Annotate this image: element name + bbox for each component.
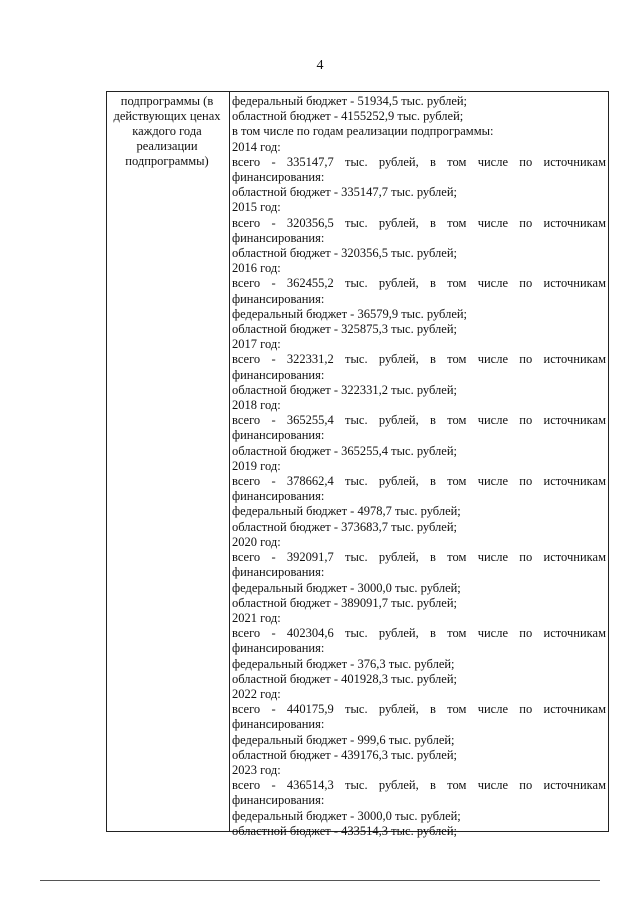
total-line-word: том: [447, 550, 467, 565]
total-line: [232, 778, 606, 793]
total-line-word: всего: [232, 626, 261, 641]
total-line-word: -: [271, 276, 276, 291]
total-line-word: числе: [477, 474, 508, 489]
total-line-word: источникам: [543, 474, 606, 489]
row-label-cell: [107, 94, 227, 169]
total-line-word: рублей,: [378, 352, 419, 367]
funding-table: [106, 91, 609, 838]
total-line-word: по: [519, 154, 533, 169]
funding-line: областной бюджет - 322331,2 тыс. рублей;: [232, 382, 457, 397]
total-line-word: рублей,: [378, 276, 419, 291]
total-line-word: -: [271, 352, 276, 367]
total-line-word: тыс.: [345, 276, 368, 291]
total-line-word: том: [447, 352, 467, 367]
total-line-word: тыс.: [345, 154, 368, 169]
funding-line: финансирования:: [232, 367, 325, 382]
funding-line: 2014 год:: [232, 139, 281, 154]
total-line-word: том: [447, 276, 467, 291]
funding-line: финансирования:: [232, 170, 325, 185]
total-line-word: рублей,: [378, 702, 419, 717]
funding-line: в том числе по годам реализации подпрограммы:: [232, 124, 494, 139]
total-line-word: 335147,7: [286, 154, 334, 169]
total-line-word: рублей,: [378, 778, 419, 793]
total-line-word: рублей,: [378, 154, 419, 169]
footer-rule: [40, 880, 600, 881]
total-line-word: числе: [477, 352, 508, 367]
total-line-word: по: [519, 413, 533, 428]
row-label-line: подпрограммы): [125, 154, 209, 168]
total-line-word: -: [271, 626, 276, 641]
funding-line: финансирования:: [232, 428, 325, 443]
total-line-word: в: [429, 474, 436, 489]
funding-line: финансирования:: [232, 489, 325, 504]
total-line-word: источникам: [543, 352, 606, 367]
total-line-word: -: [271, 474, 276, 489]
funding-line: областной бюджет - 373683,7 тыс. рублей;: [232, 519, 457, 534]
total-line-word: том: [447, 474, 467, 489]
total-line-word: всего: [232, 154, 261, 169]
row-label-line: действующих ценах: [113, 109, 221, 123]
funding-line: 2023 год:: [232, 762, 281, 777]
total-line-word: источникам: [543, 626, 606, 641]
total-line: [232, 155, 606, 170]
total-line-word: тыс.: [345, 474, 368, 489]
funding-line: областной бюджет - 401928,3 тыс. рублей;: [232, 671, 457, 686]
funding-line: 2019 год:: [232, 458, 281, 473]
column-divider: [229, 92, 230, 831]
total-line-word: в: [429, 413, 436, 428]
funding-line: областной бюджет - 439176,3 тыс. рублей;: [232, 747, 457, 762]
funding-line: финансирования:: [232, 717, 325, 732]
total-line-word: источникам: [543, 154, 606, 169]
total-line-word: по: [519, 352, 533, 367]
total-line-word: том: [447, 778, 467, 793]
total-line-word: по: [519, 778, 533, 793]
funding-line: финансирования:: [232, 565, 325, 580]
total-line-word: рублей,: [378, 550, 419, 565]
total-line: [232, 626, 606, 641]
funding-line: финансирования:: [232, 641, 325, 656]
total-line-word: по: [519, 215, 533, 230]
total-line-word: источникам: [543, 702, 606, 717]
total-line-word: всего: [232, 474, 261, 489]
total-line-word: тыс.: [345, 550, 368, 565]
total-line-word: в: [429, 626, 436, 641]
funding-line: 2016 год:: [232, 261, 281, 276]
funding-line: областной бюджет - 335147,7 тыс. рублей;: [232, 185, 457, 200]
total-line-word: источникам: [543, 550, 606, 565]
total-line-word: источникам: [543, 276, 606, 291]
funding-line: федеральный бюджет - 3000,0 тыс. рублей;: [232, 580, 461, 595]
funding-line: финансирования:: [232, 291, 325, 306]
total-line: [232, 550, 606, 565]
total-line-word: рублей,: [378, 215, 419, 230]
total-line-word: в: [429, 778, 436, 793]
total-line-word: рублей,: [378, 413, 419, 428]
funding-line: федеральный бюджет - 376,3 тыс. рублей;: [232, 656, 455, 671]
total-line-word: тыс.: [345, 778, 368, 793]
total-line-word: -: [271, 778, 276, 793]
total-line: [232, 474, 606, 489]
total-line: [232, 216, 606, 231]
total-line-word: том: [447, 702, 467, 717]
row-label-line: реализации: [136, 139, 198, 153]
funding-line: областной бюджет - 365255,4 тыс. рублей;: [232, 443, 457, 458]
total-line-word: всего: [232, 702, 261, 717]
total-line-word: числе: [477, 778, 508, 793]
total-line-word: том: [447, 626, 467, 641]
total-line-word: в: [429, 702, 436, 717]
total-line-word: 402304,6: [286, 626, 334, 641]
total-line-word: в: [429, 352, 436, 367]
funding-line: финансирования:: [232, 230, 325, 245]
funding-line: 2022 год:: [232, 686, 281, 701]
funding-line: областной бюджет - 320356,5 тыс. рублей;: [232, 246, 457, 261]
funding-line: 2017 год:: [232, 337, 281, 352]
funding-line: финансирования:: [232, 793, 325, 808]
total-line-word: по: [519, 550, 533, 565]
total-line-word: том: [447, 154, 467, 169]
total-line-word: том: [447, 215, 467, 230]
total-line-word: по: [519, 474, 533, 489]
total-line-word: числе: [477, 626, 508, 641]
total-line-word: -: [271, 550, 276, 565]
total-line-word: -: [271, 702, 276, 717]
funding-line: 2020 год:: [232, 534, 281, 549]
funding-line: областной бюджет - 4155252,9 тыс. рублей;: [232, 109, 464, 124]
funding-line: областной бюджет - 389091,7 тыс. рублей;: [232, 595, 457, 610]
total-line-word: 378662,4: [286, 474, 334, 489]
total-line-word: 440175,9: [286, 702, 334, 717]
total-line-word: числе: [477, 413, 508, 428]
total-line-word: том: [447, 413, 467, 428]
total-line-word: 436514,3: [286, 778, 334, 793]
total-line-word: -: [271, 215, 276, 230]
funding-line: областной бюджет - 325875,3 тыс. рублей;: [232, 322, 457, 337]
total-line-word: 320356,5: [286, 215, 334, 230]
total-line-word: всего: [232, 276, 261, 291]
total-line-word: всего: [232, 352, 261, 367]
total-line-word: 392091,7: [286, 550, 334, 565]
funding-line: 2021 год:: [232, 610, 281, 625]
total-line-word: всего: [232, 778, 261, 793]
total-line-word: тыс.: [345, 626, 368, 641]
total-line-word: по: [519, 702, 533, 717]
total-line-word: 365255,4: [286, 413, 334, 428]
row-label-line: подпрограммы (в: [120, 94, 214, 108]
total-line-word: по: [519, 276, 533, 291]
total-line-word: рублей,: [378, 474, 419, 489]
funding-line: федеральный бюджет - 4978,7 тыс. рублей;: [232, 504, 461, 519]
total-line: [232, 352, 606, 367]
total-line-word: в: [429, 215, 436, 230]
total-line-word: источникам: [543, 778, 606, 793]
row-label-line: каждого года: [132, 124, 202, 138]
total-line-word: источникам: [543, 413, 606, 428]
total-line-word: рублей,: [378, 626, 419, 641]
total-line-word: -: [271, 413, 276, 428]
total-line-word: в: [429, 550, 436, 565]
total-line-word: числе: [477, 154, 508, 169]
funding-line: федеральный бюджет - 999,6 тыс. рублей;: [232, 732, 455, 747]
total-line-word: тыс.: [345, 413, 368, 428]
total-line-word: источникам: [543, 215, 606, 230]
total-line: [232, 276, 606, 291]
total-line-word: числе: [477, 702, 508, 717]
total-line-word: всего: [232, 215, 261, 230]
funding-line: федеральный бюджет - 51934,5 тыс. рублей;: [232, 94, 468, 108]
total-line-word: в: [429, 154, 436, 169]
funding-details-cell: [232, 94, 606, 839]
total-line-word: всего: [232, 550, 261, 565]
funding-line: федеральный бюджет - 3000,0 тыс. рублей;: [232, 808, 461, 823]
total-line-word: в: [429, 276, 436, 291]
total-line: [232, 702, 606, 717]
total-line-word: тыс.: [345, 215, 368, 230]
total-line-word: тыс.: [345, 702, 368, 717]
funding-line: областной бюджет - 433514,3 тыс. рублей;: [232, 823, 457, 838]
total-line-word: всего: [232, 413, 261, 428]
total-line-word: по: [519, 626, 533, 641]
total-line: [232, 413, 606, 428]
total-line-word: числе: [477, 276, 508, 291]
total-line-word: числе: [477, 215, 508, 230]
funding-line: 2018 год:: [232, 398, 281, 413]
total-line-word: -: [271, 154, 276, 169]
total-line-word: тыс.: [345, 352, 368, 367]
funding-line: федеральный бюджет - 36579,9 тыс. рублей;: [232, 306, 468, 321]
funding-line: 2015 год:: [232, 200, 281, 215]
total-line-word: 362455,2: [286, 276, 334, 291]
total-line-word: 322331,2: [286, 352, 334, 367]
page-number: 4: [316, 58, 324, 73]
total-line-word: числе: [477, 550, 508, 565]
